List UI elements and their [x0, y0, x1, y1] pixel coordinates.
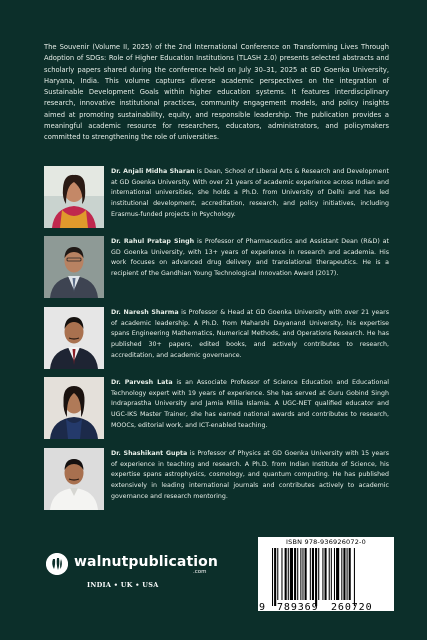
- bio-anjali-midha-sharan: [44, 166, 389, 230]
- barcode-bar: [285, 548, 287, 600]
- publisher-name: walnutpublication: [74, 554, 218, 570]
- barcode-bar: [288, 548, 289, 600]
- bio-description: is Professor of Pharmaceutics and Assistant Dean (R&D) at GD Goenka University, with 13+ years of experience in research and academia. His work focuses on advanced drug delivery and translational therapeutics. He is a recipient of the Gandhian Young Technological Innovation Award (2017).: [111, 238, 389, 278]
- intro-paragraph: The Souvenir (Volume II, 2025) of the 2nd International Conference on Transforming Lives Through Adoption of SDGs: Role of Higher Education Institutions (TLASH 2.0) presents selected abstracts and scholarly papers shared during the conference held on July 30–31, 2025 at GD Goenka University, Haryana, India. This volume captures diverse academic perspectives on the integration of Sustainable Development Goals within higher education systems. It features interdisciplinary research, innovative institutional practices, community engagement models, and policy insights aimed at promoting sustainability, equity, and responsible leadership. The publication provides a meaningful academic resource for researchers, educators, administrators, and policymakers committed to strengthening the role of universities.: [44, 43, 389, 142]
- bio-name: Dr. Naresh Sharma: [111, 309, 179, 316]
- barcode-bar: [294, 548, 296, 600]
- portrait-photo: [44, 236, 104, 298]
- barcode-bar: [329, 548, 330, 600]
- bio-description: is Dean, School of Liberal Arts & Research and Development at GD Goenka University. With over 21 years of academic experience across Indian and international universities, she holds a Ph.D. from University of Delhi and has led institutional development, accreditation, research, and policy initiatives, including Erasmus-funded projects in Psychology.: [111, 168, 389, 218]
- portrait-photo: [44, 377, 104, 439]
- bio-shashikant-gupta: [44, 448, 389, 512]
- barcode-bar: [297, 548, 298, 600]
- publisher-footer: [0, 536, 427, 640]
- isbn-digit-prefix: 9: [259, 602, 266, 613]
- bio-rahul-pratap-singh: [44, 236, 389, 300]
- barcode-bar: [300, 548, 301, 600]
- barcode-bar: [343, 548, 345, 600]
- barcode-bar: [302, 548, 303, 600]
- bio-name: Dr. Shashikant Gupta: [111, 450, 188, 457]
- barcode-bar: [341, 548, 342, 600]
- barcode-bar: [310, 548, 311, 600]
- barcode-bar: [290, 548, 293, 600]
- isbn-barcode-block: [258, 537, 394, 611]
- isbn-digit-group-left: 789369: [277, 602, 319, 613]
- barcode-bar: [272, 548, 273, 606]
- bio-naresh-sharma: [44, 307, 389, 371]
- barcode-bar: [281, 548, 282, 600]
- barcode-bar: [334, 548, 335, 600]
- barcode-bar: [305, 548, 307, 600]
- barcode-bar: [315, 548, 317, 606]
- isbn-digit-group-right: 260720: [331, 602, 373, 613]
- portrait-photo: [44, 448, 104, 510]
- bio-name: Dr. Anjali Midha Sharan: [111, 168, 195, 175]
- bio-description: is an Associate Professor of Science Education and Educational Technology expert with 19 years of experience. She has served at Guru Gobind Singh Indraprastha University and Jamia Millia Islamia. A UGC-NET qualified educator and UGC-IKS Master Trainer, she has earned national awards and contributes to research, MOOCs, editorial work, and ICT-enabled teaching.: [111, 379, 390, 429]
- bio-parvesh-lata: [44, 377, 389, 441]
- bio-name: Dr. Rahul Pratap Singh: [111, 238, 195, 245]
- barcode-bar: [325, 548, 327, 600]
- publisher-domain-suffix: .com: [193, 569, 207, 575]
- barcode-bar: [274, 548, 276, 606]
- isbn-label: ISBN 978-936926072-0: [286, 538, 366, 546]
- walnut-logo-icon: [46, 553, 68, 575]
- barcode-bar: [331, 548, 332, 600]
- bio-description: is Professor of Physics at GD Goenka University with 15 years of experience in teaching and research. A Ph.D. from Indian Institute of Science, his expertise spans astrophysics, cosmology, and quantum computing. He has published extensively in leading international journals and contributes actively to academic governance and research mentoring.: [111, 450, 390, 500]
- barcode-icon: [272, 548, 382, 606]
- barcode-bar: [347, 548, 348, 600]
- barcode-bar: [354, 548, 355, 606]
- barcode-bar: [318, 548, 319, 600]
- publisher-regions: INDIA • UK • USA: [87, 581, 159, 589]
- barcode-bar: [349, 548, 351, 600]
- bio-name: Dr. Parvesh Lata: [111, 379, 173, 386]
- barcode-bar: [336, 548, 339, 600]
- barcode-bar: [277, 548, 278, 600]
- portrait-photo: [44, 307, 104, 369]
- barcode-bar: [312, 548, 314, 600]
- barcode-bar: [322, 548, 323, 600]
- bio-description: is Professor & Head at GD Goenka University with over 21 years of academic leadership. A Ph.D. from Maharshi Dayanand University, his expertise spans Engineering Mathematics, Numerical Methods, and Operations Research. He has published 30+ papers, edited books, and actively contributes to research, accreditation, and academic governance.: [111, 309, 389, 359]
- portrait-photo: [44, 166, 104, 228]
